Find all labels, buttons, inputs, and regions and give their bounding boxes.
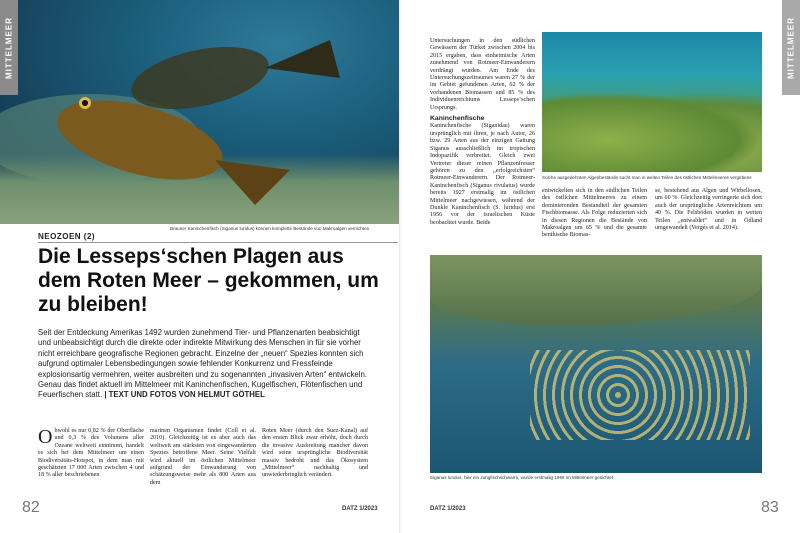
photo-caption-algae: Solche ausgedehnten Algenbestände sucht man in weiten Teilen des östlichen Mittelmeeres vergebens xyxy=(542,175,752,180)
section-tab-left xyxy=(0,0,18,95)
body-text: Kaninchenfische (Siganidae) waren ursprünglich mit ihren, je nach Autor, 26 bzw. 29 Arten aus der einzigen Gattung Siganus ausschließlich im tropischen Indopazifik verbreitet. Gleich zwei Vertreter dieser reinen Pflanzenfresser gehören zu den „erfolgreichsten“ Rotmeer-Einwanderern. Der Rotmeer-Kaninchenfisch (Siganus rivulatus) wurde bereits 1927 erstmalig im östlichen Mittelmeer nachgewiesen, während der Dunkle Kaninchenfisch (S. luridus) erst 1956 vor der israelischen Küste beobachtet wurde. Beide xyxy=(430,123,535,226)
photo-caption-school: Siganus luridus, hier ein Jungfischschwarm, wurde erstmalig 1956 im Mittelmeer gesichtet xyxy=(430,475,614,480)
body-column-1 xyxy=(38,428,144,480)
body-column-2: marinen Organismen findet (Coll et al. 2010). Gleichzeitig ist es aber auch das weltweit am stärksten von eingewanderten Spezies betroffene Meer. Seine Vielfalt wird aktuell im östlichen Mittelmeer aufgrund der Einwanderung von schätzungsweise mehr als 800 Arten aus dem xyxy=(150,428,256,486)
page-number-left: 82 xyxy=(22,499,40,516)
body-text: bwohl es nur 0,82 % der Oberfläche und 0,3 % des Volumens aller Ozeane weltweit einnimmt, handelt es sich bei dem Mittelmeer um einen Biodiversitäts-Hotspot, in dem man mit geschätzten 17 000 Arten zwischen 4 und 18 % aller beschriebenen xyxy=(38,428,144,479)
section-tab-right xyxy=(782,0,800,95)
running-head-right: DATZ 1/2023 xyxy=(430,506,466,512)
article-kicker: NEOZOEN (2) xyxy=(38,232,398,243)
byline: TEXT UND FOTOS VON HELMUT GÖTHEL xyxy=(108,390,265,400)
drop-cap: O xyxy=(38,426,53,448)
article-headline: Die Lesseps‘schen Plagen aus dem Roten Meer – gekommen, um zu bleiben! xyxy=(38,245,379,316)
fish-school-photo xyxy=(430,255,762,473)
running-head-left: DATZ 1/2023 xyxy=(342,506,378,512)
subheading: Kaninchenfische xyxy=(430,115,485,123)
body-text: Untersuchungen in den südlichen Gewässern der Türkei zwischen 2004 bis 2015 ergaben, dass einheimische Arten zunehmend von Rotmeer-Einwanderern verdrängt wurden. Am Ende des Untersuchungszeitraumes waren 27 % der im Gebiet gefundenen Arten, 62 % der vorhandenen Biomassen und 85 % des Individuenreichtums Lesseps‘schen Ursprungs. xyxy=(430,38,535,111)
algae-bed xyxy=(542,92,762,172)
body-column-3: Roten Meer (durch den Suez-Kanal) auf den ersten Blick zwar erhöht, doch durch die invasive Ausbreitung mancher davon wird seine ursprüngliche Biodiversität massiv bedroht und das Ökosystem „Mittelmeer“ nachhaltig und unwiederbringlich verändert. xyxy=(262,428,368,479)
rock-overhang xyxy=(430,255,762,325)
lede-text: Seit der Entdeckung Amerikas 1492 wurden zunehmend Tier- und Pflanzenarten beabsichtigt und unbeabsichtigt durch die direkte oder indirekte Mitwirkung des Menschen in für sie vorher nicht erreichbare geografische Regionen gebracht. Einzelne der „neuen“ Spezies konnten sich aufgrund optimaler Lebensbedingungen sowie fehlender Konkurrenz und Fressfeinde explosionsartig vermehren, weiter ausbreiten und zu sogenannten „invasiven Arten“ entwickeln. Genau das findet aktuell im Mittelmeer mit Kaninchenfischen, Kugelfischen, Flötenfischen und Feuerfischen statt. xyxy=(38,328,367,400)
photo-caption-fish: Brauner Kaninchenfisch (Siganus luridus) können komplette Bestände von Makroalgen vernichten xyxy=(170,226,370,231)
section-tab-label: MITTELMEER xyxy=(4,16,14,79)
gutter xyxy=(399,0,401,533)
body-column-r3: se, bestehend aus Algen und Wirbellosen, um 60 %. Gleichzeitig verringerte sich dort auch der ursprüngliche Artenreichtum um 40 %. Die Felsböden wurden in weiten Teilen „entwaldet“ und in Ödland umgewandelt (Vergés et al. 2014). xyxy=(655,188,762,232)
fish-illustration xyxy=(0,0,399,224)
algae-photo xyxy=(542,32,762,172)
section-tab-label: MITTELMEER xyxy=(786,16,796,79)
article-lede: Seit der Entdeckung Amerikas 1492 wurden zunehmend Tier- und Pflanzenarten beabsichtigt und unbeabsichtigt durch die direkte oder indirekte Mitwirkung des Menschen in für sie vorher nicht erreichbare geografische Regionen gebracht. Einzelne der „neuen“ Spezies konnten sich aufgrund optimaler Lebensbedingungen sowie fehlender Konkurrenz und Fressfeinde explosionsartig vermehren, weiter ausbreiten und zu sogenannten „invasiven Arten“ entwickeln. Genau das findet aktuell im Mittelmeer mit Kaninchenfischen, Kugelfischen, Flötenfischen und Feuerfischen statt. | TEXT UND FOTOS VON HELMUT GÖTHEL xyxy=(38,328,367,400)
fish-school xyxy=(530,350,750,440)
body-column-r2: entwickelten sich in den südlichen Teilen des östlichen Mittelmeeres zu einem dominierenden Bestandteil der gesamten Fischbiomasse. Als Folge reduzierten sich in diesen Regionen die Bestände von Makroalgen um 65 % und die gesamte benthische Biomas- xyxy=(542,188,647,239)
page-number-right: 83 xyxy=(761,499,779,516)
rabbitfish-photo xyxy=(0,0,399,224)
body-column-r1 xyxy=(430,38,535,227)
